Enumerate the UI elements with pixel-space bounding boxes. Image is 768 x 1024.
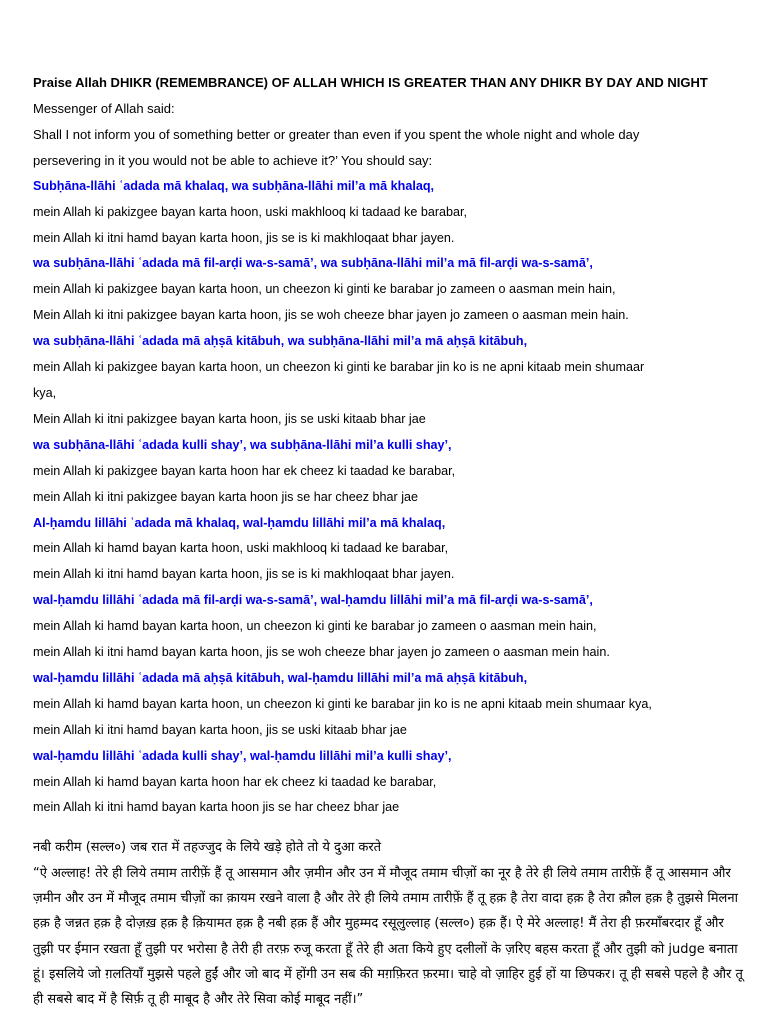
dhikr-arabic-line: Subḥāna-llāhi ʿadada mā khalaq, wa subḥāna-llāhi mil’a mā khalaq, [33,178,435,193]
dhikr-translation-line: mein Allah ki itni hamd bayan karta hoon, jis se is ki makhloqaat bhar jayen. [33,230,455,245]
dhikr-arabic-line: wal-ḥamdu lillāhi ʿadada mā fil-arḍi wa-s-samā’, wal-ḥamdu lillāhi mil’a mā fil-arḍi wa-s-samā’, [33,593,593,608]
dhikr-translation-line: mein Allah ki pakizgee bayan karta hoon, un cheezon ki ginti ke barabar jo zameen o aasman mein hain, [33,282,616,297]
dhikr-arabic-line: wa subḥāna-llāhi ʿadada kulli shay’, wa subḥāna-llāhi mil’a kulli shay’, [33,437,452,452]
dhikr-arabic-line: wa subḥāna-llāhi ʿadada mā fil-arḍi wa-s-samā’, wa subḥāna-llāhi mil’a mā fil-arḍi wa-s-samā’, [33,256,593,271]
dhikr-translation-line: mein Allah ki pakizgee bayan karta hoon har ek cheez ki taadad ke barabar, [33,463,456,478]
intro-line: Shall I not inform you of something better or greater than even if you spent the whole night and whole day [33,126,640,142]
dhikr-lines [33,174,748,822]
hindi-dua-text: “ऐ अल्लाह! तेरे ही लिये तमाम तारीफ़ें हैं तू आसमान और ज़मीन और उन में मौजूद तमाम चीज़ों का नूर है तेरे ही लिये तमाम तारीफ़ें हैं तू आसमान और ज़मीन और उन में मौजूद तमाम चीज़ों का क़ायम रखने वाला है और तेरे ही लिये तमाम तारीफ़ें हैं तू हक़ है तेरा वादा हक़ है तेरा क़ौल हक़ है तुझसे मिलना हक़ है जन्नत हक़ है दोज़ख़ हक़ है क़ियामत हक़ है नबी हक़ हैं और मुहम्मद रसूलुल्लाह (सल्ल०) हक़ हैं। ऐ मेरे अल्लाह! मैं तेरा ही फ़रमाँबरदार हूँ और तुझी पर ईमान रखता हूँ तुझी पर भरोसा है तेरी ही तरफ़ रुजू करता हूँ तेरे ही अता किये हुए दलीलों के ज़रिए बहस करता हूँ और तुझी को judge बनाता हूं। इसलिये जो ग़लतियाँ मुझसे पहले हुईं और जो बाद में होंगी उन सब की मग़फ़िरत फ़रमा। चाहे वो ज़ाहिर हुई हों या छिपकर। तू ही सबसे पहले है और तू ही सबसे बाद में है सिर्फ़ तू ही माबूद है और तेरे सिवा कोई माबूद नहीं।” [33,865,743,1008]
page-title: Praise Allah DHIKR (REMEMBRANCE) OF ALLAH WHICH IS GREATER THAN ANY DHIKR BY DAY AND NIGHT [33,75,708,90]
dhikr-arabic-line: wal-ḥamdu lillāhi ʿadada kulli shay’, wal-ḥamdu lillāhi mil’a kulli shay’, [33,748,452,763]
dhikr-translation-line: mein Allah ki itni hamd bayan karta hoon, jis se woh cheeze bhar jayen jo zameen o aasman mein hain. [33,645,610,660]
dhikr-translation-line: Mein Allah ki itni pakizgee bayan karta hoon, jis se uski kitaab bhar jae [33,411,426,426]
dhikr-translation-line: mein Allah ki hamd bayan karta hoon, un cheezon ki ginti ke barabar jin ko is ne apni kitaab mein shumaar kya, [33,696,652,711]
dhikr-translation-line: mein Allah ki hamd bayan karta hoon har ek cheez ki taadad ke barabar, [33,774,437,789]
dhikr-translation-line: mein Allah ki itni pakizgee bayan karta hoon jis se har cheez bhar jae [33,489,419,504]
dhikr-translation-line: kya, [33,385,57,400]
dhikr-translation-line: mein Allah ki itni hamd bayan karta hoon jis se har cheez bhar jae [33,800,400,815]
dhikr-arabic-line: wal-ḥamdu lillāhi ʿadada mā aḥṣā kitābuh, wal-ḥamdu lillāhi mil’a mā aḥṣā kitābuh, [33,670,528,685]
dhikr-translation-line: mein Allah ki itni hamd bayan karta hoon, jis se uski kitaab bhar jae [33,722,407,737]
dhikr-translation-line: Mein Allah ki itni pakizgee bayan karta hoon, jis se woh cheeze bhar jayen jo zameen o aasman mein hain. [33,308,629,323]
dhikr-translation-line: mein Allah ki pakizgee bayan karta hoon, uski makhlooq ki tadaad ke barabar, [33,204,468,219]
dhikr-arabic-line: Al-ḥamdu lillāhi ʿadada mā khalaq, wal-ḥamdu lillāhi mil’a mā khalaq, [33,515,446,530]
dhikr-translation-line: mein Allah ki hamd bayan karta hoon, un cheezon ki ginti ke barabar jo zameen o aasman mein hain, [33,619,597,634]
dhikr-translation-line: mein Allah ki itni hamd bayan karta hoon, jis se is ki makhloqaat bhar jayen. [33,567,455,582]
hindi-heading: नबी करीम (सल्ल०) जब रात में तहज्जुद के लिये खड़े होते तो ये दुआ करते [33,840,382,856]
dhikr-translation-line: mein Allah ki pakizgee bayan karta hoon, un cheezon ki ginti ke barabar jin ko is ne apni kitaab mein shumaar [33,360,645,375]
hindi-section [33,835,748,1012]
dhikr-translation-line: mein Allah ki hamd bayan karta hoon, uski makhlooq ki tadaad ke barabar, [33,541,449,556]
dhikr-arabic-line: wa subḥāna-llāhi ʿadada mā aḥṣā kitābuh, wa subḥāna-llāhi mil’a mā aḥṣā kitābuh, [33,334,528,349]
intro-line: Messenger of Allah said: [33,101,175,116]
intro-line: persevering in it you would not be able to achieve it?’ You should say: [33,152,433,168]
